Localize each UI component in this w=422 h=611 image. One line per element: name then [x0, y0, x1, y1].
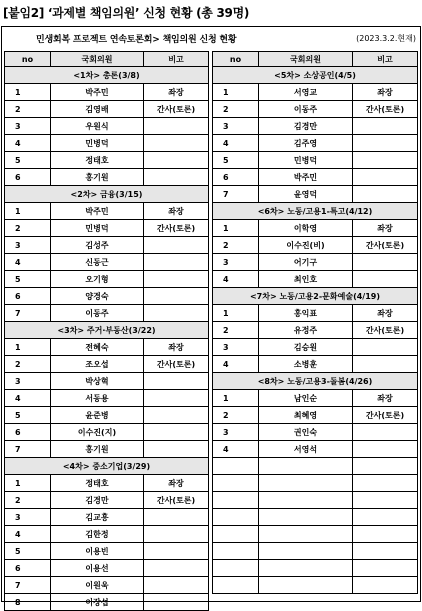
table-row — [5, 152, 209, 169]
member-name: 박주민 — [259, 169, 353, 186]
table-header-row — [213, 52, 418, 67]
row-number: 1 — [5, 475, 51, 492]
empty-cell — [353, 509, 418, 526]
member-name: 박주민 — [51, 203, 144, 220]
table-row — [213, 118, 418, 135]
role-note — [353, 424, 418, 441]
table-row — [213, 186, 418, 203]
row-number: 3 — [213, 118, 259, 135]
member-name: 남인순 — [259, 390, 353, 407]
table-row — [5, 594, 209, 611]
role-note: 간사(토론) — [144, 492, 209, 509]
empty-cell — [259, 526, 353, 543]
table-row — [213, 220, 418, 237]
empty-cell — [259, 577, 353, 594]
row-number: 2 — [213, 101, 259, 118]
row-number: 2 — [5, 220, 51, 237]
row-number: 3 — [5, 373, 51, 390]
empty-cell — [213, 560, 259, 577]
role-note — [144, 526, 209, 543]
member-name: 김교흥 — [51, 509, 144, 526]
header-no: no — [213, 52, 259, 67]
table-row — [213, 237, 418, 254]
session-title: <2차> 금융(3/15) — [5, 186, 209, 203]
row-number: 3 — [213, 339, 259, 356]
role-note — [144, 390, 209, 407]
table-row — [213, 322, 418, 339]
row-number: 2 — [213, 407, 259, 424]
table-row — [213, 254, 418, 271]
session-group-header — [213, 203, 418, 220]
role-note — [144, 594, 209, 611]
row-number: 1 — [5, 84, 51, 101]
member-name: 소병훈 — [259, 356, 353, 373]
row-number: 2 — [213, 322, 259, 339]
role-note — [353, 186, 418, 203]
member-name: 이장섭 — [51, 594, 144, 611]
role-note — [353, 135, 418, 152]
row-number: 7 — [5, 577, 51, 594]
empty-row — [213, 458, 418, 475]
row-number: 1 — [213, 220, 259, 237]
table-row — [5, 492, 209, 509]
row-number: 1 — [5, 203, 51, 220]
empty-cell — [213, 458, 259, 475]
table-row — [5, 254, 209, 271]
role-note — [353, 169, 418, 186]
header-no: no — [5, 52, 51, 67]
table-row — [5, 237, 209, 254]
member-name: 서영교 — [259, 84, 353, 101]
role-note: 좌장 — [353, 305, 418, 322]
right-table — [212, 51, 418, 594]
table-row — [5, 84, 209, 101]
table-row — [5, 424, 209, 441]
role-note: 간사(토론) — [353, 407, 418, 424]
table-row — [5, 373, 209, 390]
member-name: 김주영 — [259, 135, 353, 152]
role-note — [144, 424, 209, 441]
role-note — [353, 339, 418, 356]
row-number: 3 — [213, 424, 259, 441]
role-note — [144, 135, 209, 152]
table-row — [5, 220, 209, 237]
role-note — [353, 356, 418, 373]
table-row — [213, 407, 418, 424]
member-name: 이동주 — [51, 305, 144, 322]
row-number: 5 — [5, 543, 51, 560]
session-title: <6차> 노동/고용1-특고(4/12) — [213, 203, 418, 220]
role-note: 좌장 — [353, 390, 418, 407]
table-row — [213, 424, 418, 441]
subtitle: 민생회복 프로젝트 연속토론회> 책임의원 신청 현황 — [36, 35, 237, 45]
member-name: 우원식 — [51, 118, 144, 135]
table-row — [213, 305, 418, 322]
header-member: 국회의원 — [51, 52, 144, 67]
row-number: 5 — [213, 152, 259, 169]
member-name: 신동근 — [51, 254, 144, 271]
role-note — [353, 254, 418, 271]
table-row — [5, 543, 209, 560]
row-number: 1 — [213, 305, 259, 322]
empty-row — [213, 475, 418, 492]
member-name: 전혜숙 — [51, 339, 144, 356]
member-name: 김영배 — [51, 101, 144, 118]
empty-cell — [259, 458, 353, 475]
role-note: 좌장 — [353, 84, 418, 101]
row-number: 7 — [5, 305, 51, 322]
role-note — [144, 305, 209, 322]
empty-cell — [353, 560, 418, 577]
row-number: 5 — [5, 152, 51, 169]
row-number: 6 — [5, 560, 51, 577]
row-number: 2 — [213, 237, 259, 254]
subheader — [2, 30, 420, 48]
role-note: 간사(토론) — [353, 322, 418, 339]
row-number: 1 — [213, 84, 259, 101]
role-note — [144, 271, 209, 288]
table-row — [5, 526, 209, 543]
member-name: 조오섭 — [51, 356, 144, 373]
session-title: <1차> 총론(3/8) — [5, 67, 209, 84]
role-note: 간사(토론) — [144, 220, 209, 237]
member-name: 최혜영 — [259, 407, 353, 424]
role-note: 좌장 — [144, 475, 209, 492]
header-note: 비고 — [353, 52, 418, 67]
row-number: 4 — [5, 254, 51, 271]
row-number: 2 — [5, 492, 51, 509]
table-row — [5, 305, 209, 322]
role-note — [144, 118, 209, 135]
row-number: 5 — [5, 271, 51, 288]
member-name: 민병덕 — [51, 135, 144, 152]
table-row — [213, 356, 418, 373]
table-row — [5, 560, 209, 577]
table-row — [213, 152, 418, 169]
table-row — [213, 84, 418, 101]
row-number: 3 — [5, 118, 51, 135]
row-number: 7 — [213, 186, 259, 203]
session-title: <4차> 중소기업(3/29) — [5, 458, 209, 475]
row-number: 1 — [213, 390, 259, 407]
role-note: 간사(토론) — [144, 101, 209, 118]
member-name: 김성주 — [51, 237, 144, 254]
empty-row — [213, 560, 418, 577]
row-number: 4 — [213, 271, 259, 288]
as-of-date: (2023.3.2.현재) — [356, 34, 416, 43]
row-number: 4 — [5, 526, 51, 543]
table-row — [5, 475, 209, 492]
table-row — [5, 135, 209, 152]
member-name: 이동주 — [259, 101, 353, 118]
session-title: <3차> 주거·부동산(3/22) — [5, 322, 209, 339]
table-row — [5, 509, 209, 526]
empty-cell — [353, 577, 418, 594]
member-name: 이수진(지) — [51, 424, 144, 441]
empty-cell — [259, 475, 353, 492]
member-name: 박주민 — [51, 84, 144, 101]
role-note: 좌장 — [144, 339, 209, 356]
member-name: 정태호 — [51, 475, 144, 492]
member-name: 윤준병 — [51, 407, 144, 424]
table-row — [213, 339, 418, 356]
table-row — [5, 577, 209, 594]
row-number: 4 — [5, 390, 51, 407]
session-title: <8차> 노동/고용3-돌봄(4/26) — [213, 373, 418, 390]
header-note: 비고 — [144, 52, 209, 67]
role-note — [353, 118, 418, 135]
member-name: 홍익표 — [259, 305, 353, 322]
table-row — [213, 441, 418, 458]
empty-cell — [213, 577, 259, 594]
member-name: 민병덕 — [51, 220, 144, 237]
table-row — [213, 169, 418, 186]
empty-cell — [213, 475, 259, 492]
empty-row — [213, 577, 418, 594]
empty-cell — [259, 560, 353, 577]
member-name: 최인호 — [259, 271, 353, 288]
role-note — [144, 560, 209, 577]
member-name: 유정주 — [259, 322, 353, 339]
row-number: 6 — [5, 288, 51, 305]
empty-row — [213, 526, 418, 543]
row-number: 2 — [5, 356, 51, 373]
role-note: 간사(토론) — [353, 237, 418, 254]
member-name: 김한정 — [51, 526, 144, 543]
member-name: 김승원 — [259, 339, 353, 356]
empty-cell — [353, 526, 418, 543]
role-note: 간사(토론) — [144, 356, 209, 373]
row-number: 4 — [213, 135, 259, 152]
table-row — [5, 118, 209, 135]
table-row — [5, 407, 209, 424]
table-row — [5, 441, 209, 458]
document-title: [붙임2] ‘과제별 책임의원’ 신청 현황 (총 39명) — [3, 6, 250, 20]
member-name: 어기구 — [259, 254, 353, 271]
table-header-row — [5, 52, 209, 67]
empty-row — [213, 492, 418, 509]
empty-cell — [353, 543, 418, 560]
role-note: 좌장 — [144, 84, 209, 101]
session-group-header — [5, 186, 209, 203]
header-member: 국회의원 — [259, 52, 353, 67]
role-note — [144, 373, 209, 390]
role-note: 좌장 — [144, 203, 209, 220]
empty-row — [213, 509, 418, 526]
table-row — [5, 203, 209, 220]
empty-cell — [213, 509, 259, 526]
member-name: 김경만 — [259, 118, 353, 135]
member-name: 윤영덕 — [259, 186, 353, 203]
empty-cell — [353, 475, 418, 492]
row-number: 1 — [5, 339, 51, 356]
left-table — [4, 51, 209, 611]
role-note — [144, 152, 209, 169]
row-number: 8 — [5, 594, 51, 611]
member-name: 양경숙 — [51, 288, 144, 305]
member-name: 이학영 — [259, 220, 353, 237]
role-note: 좌장 — [353, 220, 418, 237]
row-number: 2 — [5, 101, 51, 118]
member-name: 정태호 — [51, 152, 144, 169]
table-row — [213, 101, 418, 118]
role-note — [144, 543, 209, 560]
role-note — [144, 237, 209, 254]
empty-cell — [353, 492, 418, 509]
role-note — [144, 577, 209, 594]
member-name: 이용빈 — [51, 543, 144, 560]
member-name: 이용선 — [51, 560, 144, 577]
role-note — [144, 169, 209, 186]
empty-cell — [213, 492, 259, 509]
member-name: 서동용 — [51, 390, 144, 407]
row-number: 4 — [5, 135, 51, 152]
empty-cell — [213, 543, 259, 560]
row-number: 5 — [5, 407, 51, 424]
session-group-header — [5, 322, 209, 339]
table-row — [5, 271, 209, 288]
empty-row — [213, 543, 418, 560]
role-note — [144, 509, 209, 526]
session-title: <5차> 소상공인(4/5) — [213, 67, 418, 84]
empty-cell — [259, 543, 353, 560]
table-row — [213, 271, 418, 288]
row-number: 6 — [5, 424, 51, 441]
member-name: 이원욱 — [51, 577, 144, 594]
role-note — [144, 407, 209, 424]
role-note — [353, 152, 418, 169]
table-row — [5, 169, 209, 186]
empty-cell — [259, 509, 353, 526]
member-name: 권인숙 — [259, 424, 353, 441]
table-row — [5, 101, 209, 118]
session-group-header — [213, 373, 418, 390]
row-number: 4 — [213, 441, 259, 458]
member-name: 서영석 — [259, 441, 353, 458]
table-row — [5, 390, 209, 407]
empty-cell — [213, 526, 259, 543]
member-name: 김경만 — [51, 492, 144, 509]
session-group-header — [213, 288, 418, 305]
session-group-header — [5, 458, 209, 475]
session-title: <7차> 노동/고용2-문화예술(4/19) — [213, 288, 418, 305]
empty-cell — [259, 492, 353, 509]
member-name: 이수진(비) — [259, 237, 353, 254]
member-name: 오기형 — [51, 271, 144, 288]
table-row — [213, 135, 418, 152]
member-name: 홍기원 — [51, 441, 144, 458]
table-row — [5, 339, 209, 356]
table-row — [5, 288, 209, 305]
member-name: 홍기원 — [51, 169, 144, 186]
role-note — [144, 288, 209, 305]
row-number: 3 — [213, 254, 259, 271]
row-number: 3 — [5, 237, 51, 254]
row-number: 6 — [5, 169, 51, 186]
table-row — [213, 390, 418, 407]
row-number: 4 — [213, 356, 259, 373]
session-group-header — [5, 67, 209, 84]
role-note — [353, 271, 418, 288]
member-name: 민병덕 — [259, 152, 353, 169]
row-number: 6 — [213, 169, 259, 186]
row-number: 7 — [5, 441, 51, 458]
role-note — [144, 254, 209, 271]
table-row — [5, 356, 209, 373]
session-group-header — [213, 67, 418, 84]
member-name: 박상혁 — [51, 373, 144, 390]
empty-cell — [353, 458, 418, 475]
role-note: 간사(토론) — [353, 101, 418, 118]
role-note — [353, 441, 418, 458]
row-number: 3 — [5, 509, 51, 526]
role-note — [144, 441, 209, 458]
